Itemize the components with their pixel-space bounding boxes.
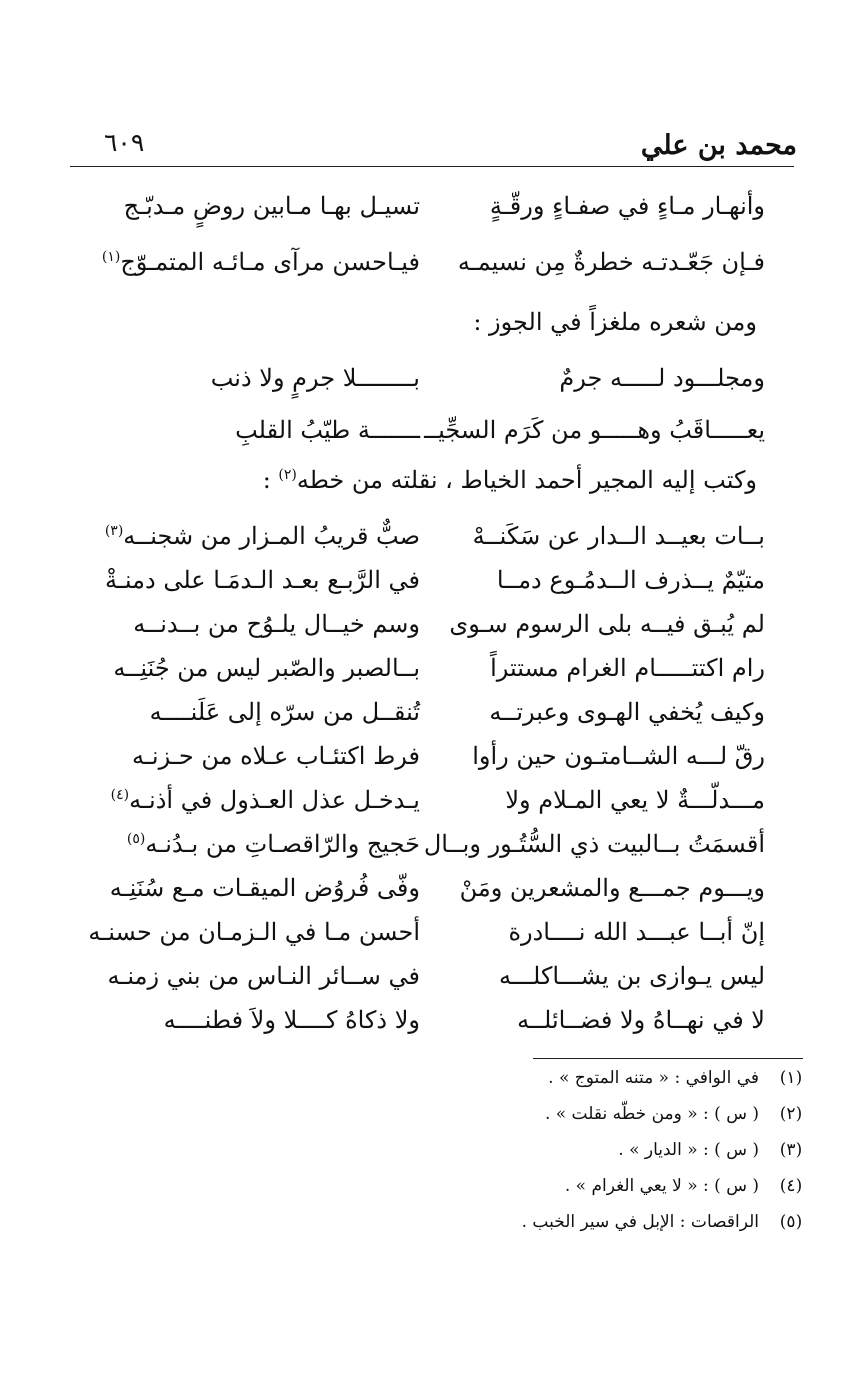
second-hemistich	[100, 742, 420, 770]
footnote-text: ( س ) : « الديار » .	[618, 1140, 759, 1160]
verse-line	[100, 610, 765, 658]
second-hemistich	[100, 610, 420, 638]
first-hemistich: رقّ لـــه الشــامتـون حين رأوا	[472, 742, 765, 770]
second-hemistich-text: بــــــــلا جرمٍ ولا ذنب	[210, 364, 420, 392]
verse-line	[100, 874, 765, 922]
second-hemistich	[100, 786, 420, 814]
header-divider	[70, 166, 794, 167]
footnote-text: ( س ) : « ومن خطّه نقلت » .	[544, 1104, 759, 1124]
footnote-number: (٢)	[779, 1104, 803, 1124]
first-hemistich: لا في نهــاهُ ولا فضــائلــه	[517, 1006, 765, 1034]
second-hemistich-text: في ســائر النـاس من بني زمنـه	[107, 962, 420, 990]
verse-line	[100, 192, 765, 240]
second-hemistich	[100, 192, 420, 220]
second-hemistich-text: فيـاحسن مرآى مـائـه المتمـوّج	[120, 248, 420, 276]
verse-line	[88, 918, 765, 966]
second-hemistich	[100, 698, 420, 726]
first-hemistich: فـإن جَعّـدتـه خطرةٌ مِن نسيمـه	[457, 248, 765, 276]
footnote-number: (١)	[779, 1068, 803, 1088]
footnote-text: في الوافي : « متنه المتوج » .	[548, 1068, 759, 1088]
second-hemistich-text: تسيـل بهـا مـابين روضٍ مـدبّـج	[123, 192, 420, 220]
second-hemistich	[100, 416, 420, 444]
footnote-marker: (٢)	[278, 467, 297, 483]
second-hemistich	[100, 654, 420, 682]
intro-mujir-letter	[263, 466, 757, 494]
second-hemistich-text: بــالصبر والصّبر ليس من جُنَنِــه	[113, 654, 420, 682]
footnote-marker: (٤)	[110, 787, 130, 803]
verse-line	[100, 654, 765, 702]
second-hemistich	[100, 248, 420, 276]
second-hemistich-text: أحسن مـا في الـزمـان من حسنـه	[88, 918, 420, 946]
verse-line	[100, 786, 765, 834]
footnote-item	[507, 1104, 807, 1134]
first-hemistich: مـــدلّـــةٌ لا يعي المـلام ولا	[505, 786, 765, 814]
first-hemistich: رام اكتتـــــام الغرام مستتراً	[490, 654, 765, 682]
footnote-text: الراقصات : الإبل في سير الخبب .	[521, 1212, 759, 1232]
running-title: محمد بن علي	[640, 130, 797, 161]
verse-line	[100, 742, 765, 790]
footnote-item	[507, 1176, 807, 1206]
second-hemistich-text: فرط اكتئـاب عـلاه من حـزنـه	[132, 742, 420, 770]
footnote-marker: (٣)	[104, 523, 124, 539]
verse-line	[100, 522, 765, 570]
footnote-item	[507, 1140, 807, 1170]
first-hemistich: ليس يـوازى بن يشـــاكلـــه	[499, 962, 765, 990]
verse-line	[100, 416, 765, 464]
second-hemistich-text: يـدخـل عذل العـذول في أذنـه	[129, 786, 420, 814]
page-number: ٦٠٩	[104, 128, 145, 157]
second-hemistich	[88, 918, 420, 946]
second-hemistich-text: وسم خيــال يلـوُح من بــدنــه	[133, 610, 420, 638]
footnote-number: (٤)	[779, 1176, 803, 1196]
intro-tail: :	[262, 466, 279, 494]
footnote-divider	[533, 1058, 803, 1059]
second-hemistich	[100, 566, 420, 594]
second-hemistich	[100, 962, 420, 990]
second-hemistich	[100, 364, 420, 392]
second-hemistich	[100, 1006, 420, 1034]
second-hemistich-text: في الرَّبـع بعـد الـدمَـا على دمنـةْ	[105, 566, 420, 594]
footnote-marker: (١)	[101, 249, 121, 265]
first-hemistich: متيّمٌ يــذرف الــدمُـوع دمــا	[496, 566, 765, 594]
verse-line	[100, 364, 765, 412]
first-hemistich: وكيف يُخفي الهـوى وعبرتــه	[489, 698, 765, 726]
verse-line	[100, 1006, 765, 1054]
verse-line	[100, 566, 765, 614]
footnote-marker: (٥)	[126, 831, 146, 847]
first-hemistich: وأنهـار مـاءٍ في صفـاءٍ ورقّـةٍ	[489, 192, 765, 220]
second-hemistich-text: ولا ذكاهُ كــــلا ولاَ فطنــــه	[163, 1006, 420, 1034]
footnote-text: ( س ) : « لا يعي الغرام » .	[564, 1176, 759, 1196]
first-hemistich: لم يُبـق فيــه بلى الرسوم سـوى	[449, 610, 765, 638]
first-hemistich: يعـــــاقَبُ وهـــــو من كَرَم السجِّيــ	[424, 416, 765, 444]
first-hemistich: ويـــوم جمـــع والمشعرين ومَنْ	[459, 874, 765, 902]
second-hemistich-text: صبٌّ قريبُ المـزار من شجنــه	[123, 522, 420, 550]
verse-line	[100, 962, 765, 1010]
intro-text: وكتب إليه المجير أحمد الخياط ، نقلته من خطه	[296, 466, 757, 494]
second-hemistich-text: وفّى فُروُض الميقـات مـع سُنَنِـه	[109, 874, 420, 902]
second-hemistich-text: ـــــــة طيّبُ القلبِ	[235, 416, 420, 444]
verse-line	[100, 248, 765, 296]
first-hemistich: أقسمَتُ بــالبيت ذي السُّتُـور وبــال	[423, 830, 765, 858]
footnote-number: (٥)	[779, 1212, 803, 1232]
footnote-item	[507, 1212, 807, 1242]
second-hemistich	[100, 522, 420, 550]
first-hemistich: ومجلـــود لـــــه جرمٌ	[559, 364, 765, 392]
footnote-number: (٣)	[779, 1140, 803, 1160]
intro-walnut-riddle: ومن شعره ملغزاً في الجوز :	[473, 308, 757, 336]
second-hemistich-text: تُنقــل من سرّه إلى عَلَنــــه	[149, 698, 420, 726]
second-hemistich-text: حَجيج والرّاقصـاتِ من بـدُنـه	[145, 830, 420, 858]
second-hemistich	[100, 874, 420, 902]
first-hemistich: بــات بعيــد الــدار عن سَكَنــهْ	[472, 522, 765, 550]
second-hemistich	[100, 830, 420, 858]
verse-line	[100, 698, 765, 746]
footnote-item	[507, 1068, 807, 1098]
page-header	[70, 126, 797, 166]
verse-line	[100, 830, 765, 878]
first-hemistich: إنّ أبــا عبـــد الله نــــادرة	[508, 918, 765, 946]
